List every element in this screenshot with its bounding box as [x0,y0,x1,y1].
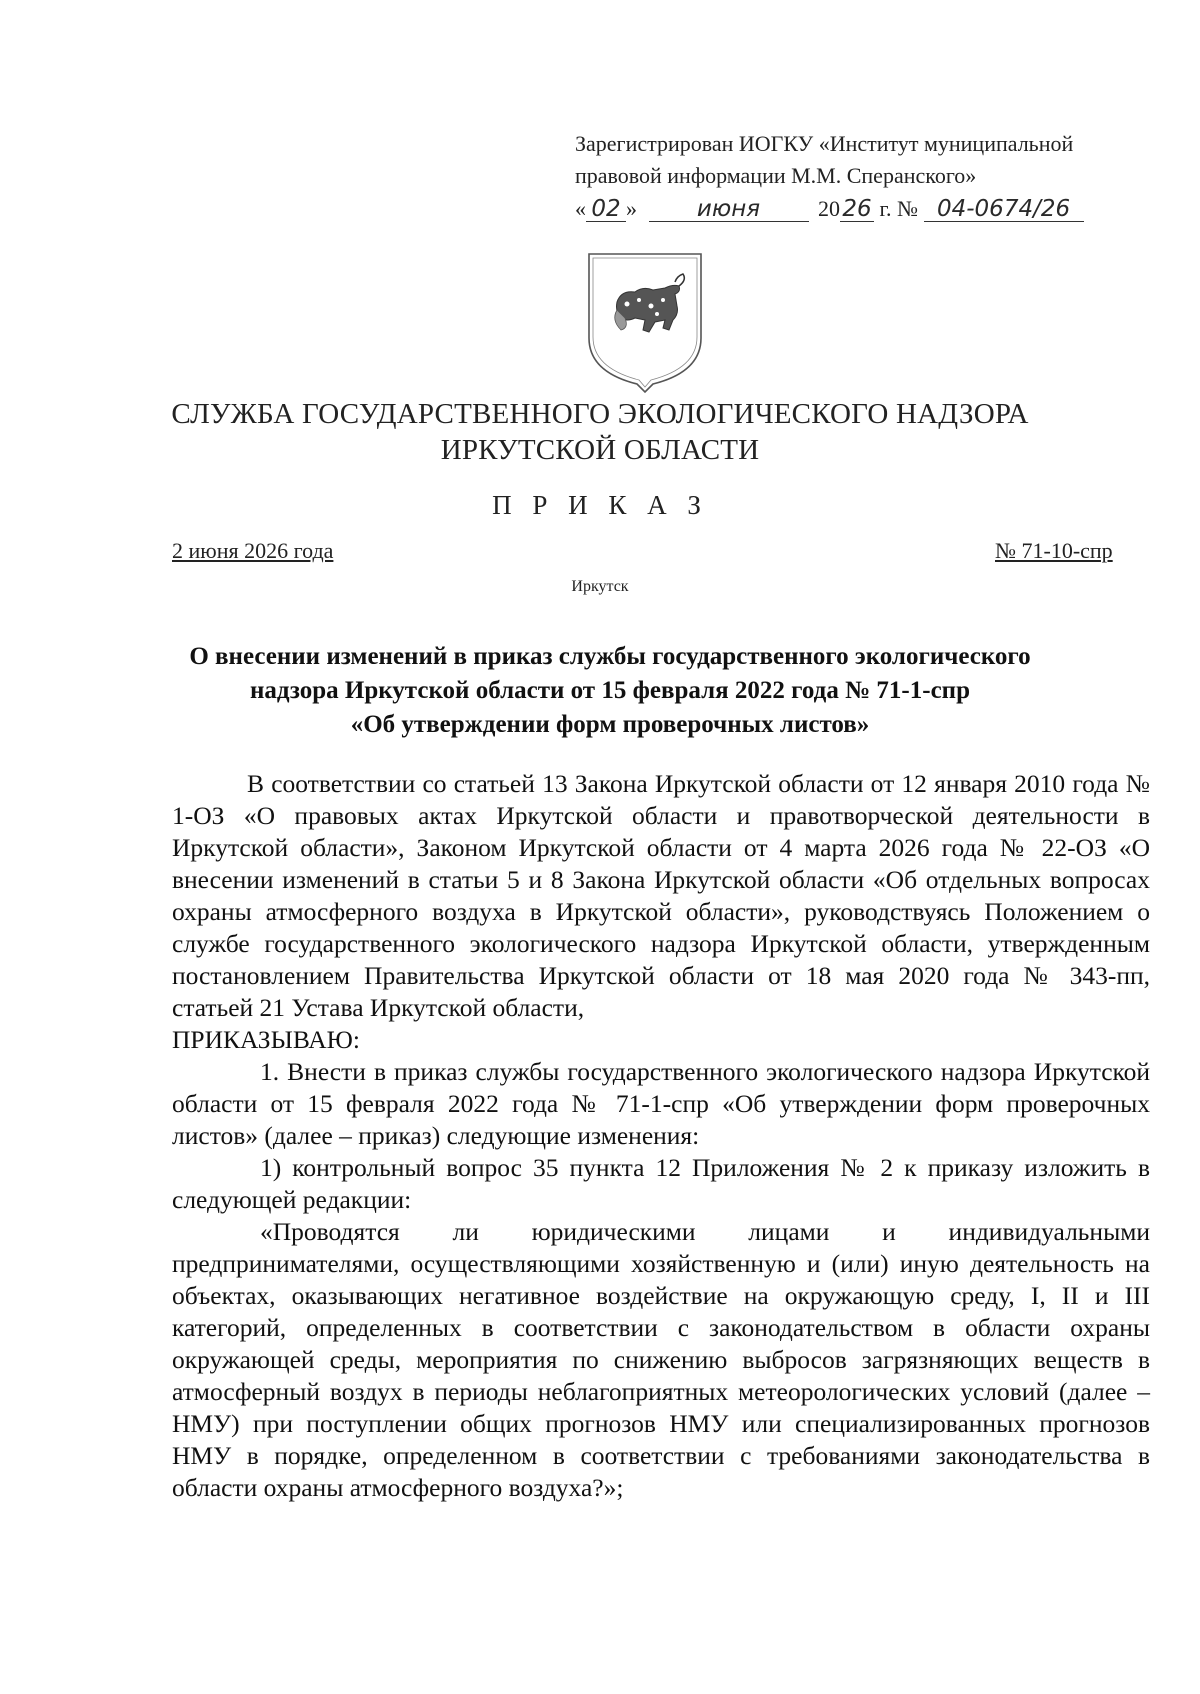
registration-stamp [575,128,1073,192]
document-number: № 71-10-спр [995,538,1113,563]
heading-line-2: надзора Иркутской области от 15 февраля 2022 года № 71-1-спр [249,677,970,704]
heading-line-1: О внесении изменений в приказ службы государственного экологического [189,643,1031,670]
document-city: Иркутск [571,578,629,595]
registration-month: июня [649,197,809,222]
item-1-paragraph: 1. Внести в приказ службы государственного экологического надзора Иркутской области от 15 февраля 2022 года № 71-1-спр «Об утверждении форм проверочных листов» (далее – приказ) следующие изменения: [172,1057,1150,1150]
registration-day: 02 [586,197,626,222]
registration-line-1: Зарегистрирован ИОГКУ «Институт муниципальной [575,131,1074,156]
preamble-paragraph: В соответствии со статьей 13 Закона Иркутской области от 12 января 2010 года № 1-ОЗ «О правовых актах Иркутской области и правотворческой деятельности в Иркутской области», Законом Иркутской области от 4 марта 2026 года № 22-ОЗ «О внесении изменений в статьи 5 и 8 Закона Иркутской области «Об отдельных вопросах охраны атмосферного воздуха в Иркутской области», руководствуясь Положением о службе государственного экологического надзора Иркутской области, утвержденным постановлением Правительства Иркутской области от 18 мая 2020 года № 343-пп, статьей 21 Устава Иркутской области, [172,769,1150,1022]
registration-number: 04-0674/26 [924,197,1084,222]
document-type: П Р И К А З [492,490,708,520]
organization-name-line-1: СЛУЖБА ГОСУДАРСТВЕННОГО ЭКОЛОГИЧЕСКОГО НАДЗОРА [171,398,1029,430]
quote-open: « [575,196,586,221]
registration-line-2: правовой информации М.М. Сперанского» [575,163,977,188]
orders-label: ПРИКАЗЫВАЮ: [172,1025,360,1054]
year-prefix: 20 [818,196,840,221]
document-heading [170,640,1050,742]
heading-line-3: «Об утверждении форм проверочных листов» [350,711,870,738]
registration-date-number [575,196,1084,222]
document-date: 2 июня 2026 года [172,538,334,563]
irkutsk-coat-of-arms-icon [583,250,707,396]
quoted-question-paragraph: «Проводятся ли юридическими лицами и индивидуальными предпринимателями, осуществляющими хозяйственную и (или) иную деятельность на объектах, оказывающих негативное воздействие на окружающую среду, I, II и III категорий, определенных в соответствии с законодательством в области охраны окружающей среды, мероприятия по снижению выбросов загрязняющих веществ в атмосферный воздух в периоды неблагоприятных метеорологических условий (далее – НМУ) при поступлении общих прогнозов НМУ или специализированных прогнозов НМУ в порядке, определенном в соответствии с требованиями законодательства в области охраны атмосферного воздуха?»; [172,1217,1150,1502]
g-no-label: г. № [879,196,919,221]
registration-year: 26 [840,197,874,222]
document-body [172,768,1150,1504]
subitem-1-paragraph: 1) контрольный вопрос 35 пункта 12 Приложения № 2 к приказу изложить в следующей редакции: [172,1153,1150,1214]
organization-name-line-2: ИРКУТСКОЙ ОБЛАСТИ [440,434,760,466]
quote-close: » [626,196,637,221]
